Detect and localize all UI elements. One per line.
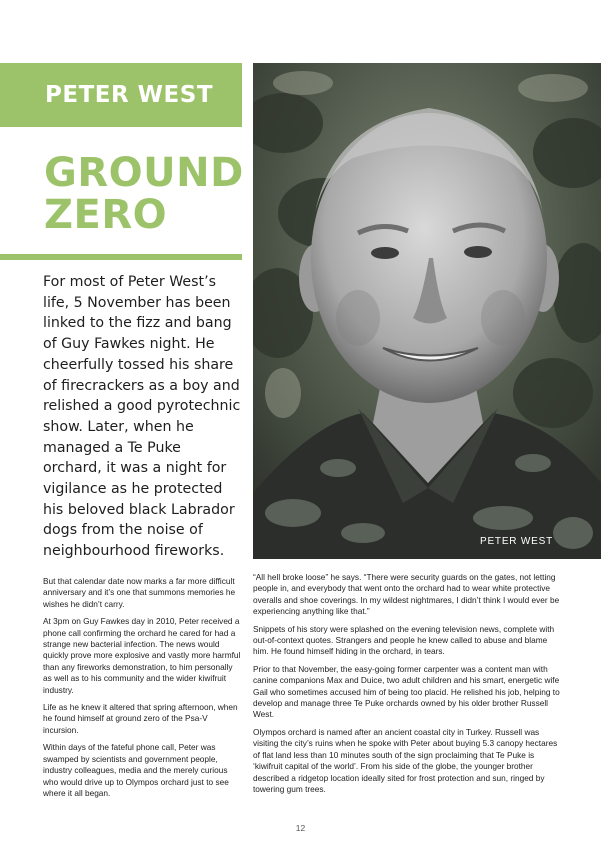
body-paragraph: Life as he knew it altered that spring afternoon, when he found himself at ground zero of the Psa-V incursion. — [43, 702, 238, 735]
body-paragraph: Within days of the fateful phone call, Peter was swamped by scientists and government people, industry colleagues, media and the merely curious who would drive up to Olympos orchard just to see where it all began. — [43, 742, 229, 798]
body-paragraph: But that calendar date now marks a far more difficult anniversary and it’s one that summons memories he wishes he didn’t carry. — [43, 576, 236, 609]
name-banner — [0, 63, 242, 127]
headline-line-1: GROUND — [44, 150, 244, 196]
photo-caption: PETER WEST — [479, 536, 553, 547]
body-column-left — [43, 576, 243, 805]
lead-paragraph: For most of Peter West’s life, 5 November has been linked to the fizz and bang of Guy Fawkes night. He cheerfully tossed his share of firecrackers as a boy and relished a good pyrotechnic show. Later, when he managed a Te Puke orchard, it was a night for vigilance as he protected his beloved black Labrador dogs from the noise of neighbourhood fireworks. — [43, 274, 241, 560]
page-number: 12 — [295, 823, 306, 833]
body-paragraph: Prior to that November, the easy-going former carpenter was a content man with canine companions Max and Duice, two adult children and his smart, energetic wife Gail who sometimes accused him of being too placid. He relished his job, helping to develop and manage three Te Puke orchards owned by his older brother Russell West. — [253, 663, 560, 720]
body-paragraph: At 3pm on Guy Fawkes day in 2010, Peter received a phone call confirming the orchard he cared for had a strange new bacterial infection. The news would quickly prove more explosive and vastly more harmful than any fireworks demonstration, to him personally as well as to his community and the wider kiwifruit industry. — [43, 616, 241, 695]
headline-line-2: ZERO — [44, 192, 168, 238]
article-headline — [44, 150, 244, 238]
body-paragraph: Olympos orchard is named after an ancient coastal city in Turkey. Russell was visiting the city’s ruins when he spoke with Peter about buying 5.3 canopy hectares of flat land less than 10 minutes south of the sign proclaiming that Te Puke is ‘kiwifruit capital of the world’. From his side of the globe, the younger brother described a ridgetop location ideally sited for frost protection and sun, ringed by towering gum trees. — [253, 726, 558, 794]
body-column-right — [253, 572, 563, 801]
headline-divider — [0, 254, 242, 260]
portrait-illustration — [253, 63, 601, 559]
portrait-photo — [253, 63, 601, 559]
body-paragraph: “All hell broke loose” he says. “There were security guards on the gates, not letting people in, and everybody that went onto the orchard had to wear white protective overalls and shoe coverings. In my wildest nightmares, I didn’t think I would ever be experiencing anything like that.” — [253, 572, 560, 617]
body-paragraph: Snippets of his story were splashed on the evening television news, complete with out-of-context quotes. Strangers and people he knew called to abuse and blame him. He found himself hiding in the orchard, in tears. — [253, 623, 555, 657]
person-name: PETER WEST — [45, 82, 214, 108]
